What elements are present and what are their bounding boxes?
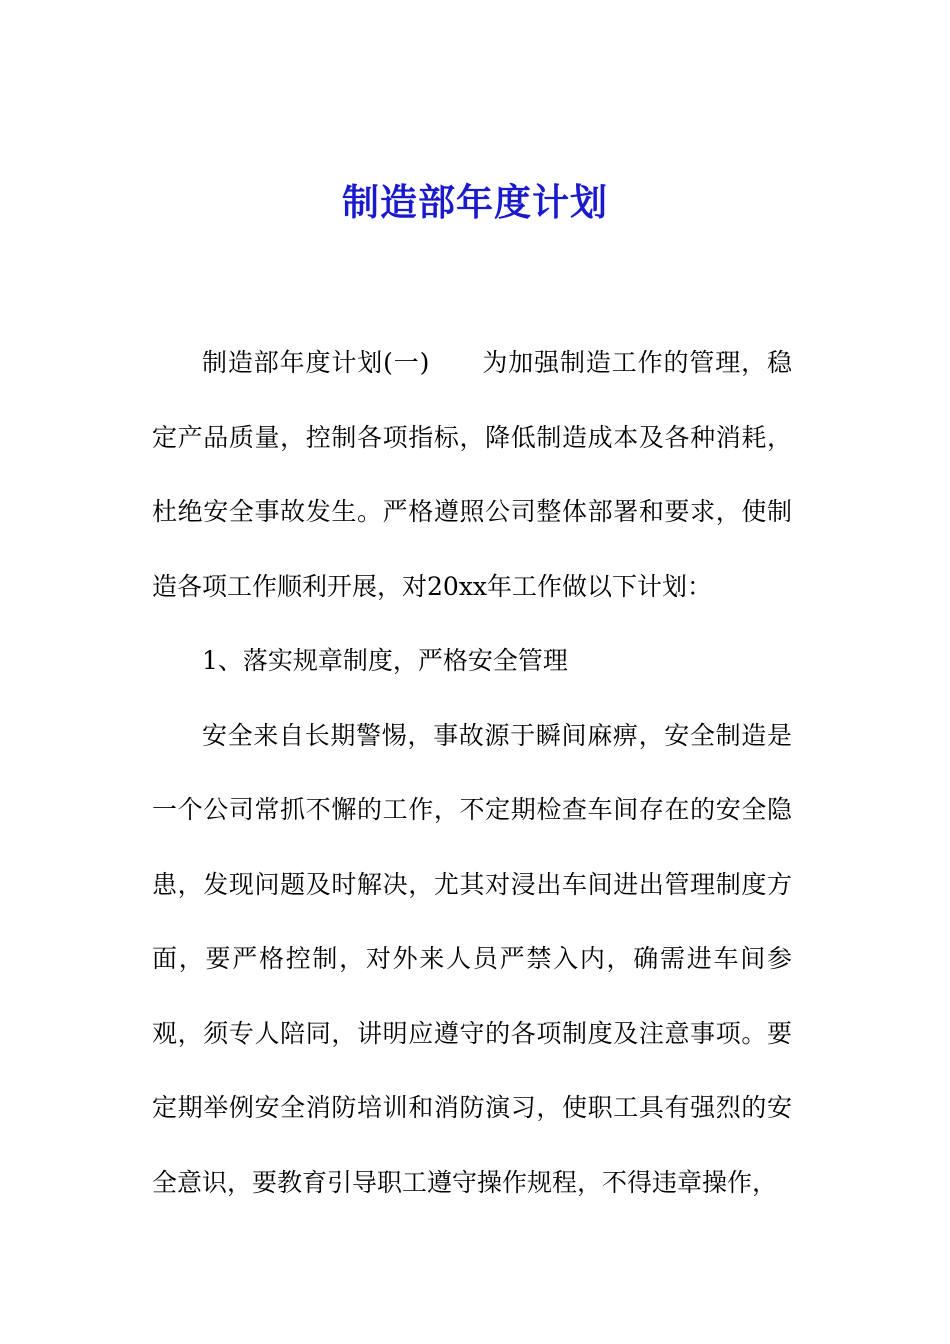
intro-label: 制造部年度计划(一): [202, 348, 430, 377]
intro-paragraph: [152, 326, 792, 624]
section-1-paragraph: 安全来自长期警惕，事故源于瞬间麻痹，安全制造是一个公司常抓不懈的工作，不定期检查车间存在的安全隐患，发现问题及时解决，尤其对浸出车间进出管理制度方面，要严格控制，对外来人员严禁入内，确需进车间参观，须专人陪同，讲明应遵守的各项制度及注意事项。要定期举例安全消防培训和消防演习，使职工具有强烈的安全意识，要教育引导职工遵守操作规程，不得违章操作，: [152, 720, 792, 1197]
document-body: [152, 326, 792, 1220]
document-title: 制造部年度计划: [342, 181, 608, 224]
section-1-heading: 1、落实规章制度，严格安全管理: [202, 646, 568, 675]
intro-text: 为加强制造工作的管理，稳定产品质量，控制各项指标，降低制造成本及各种消耗，杜绝安全事故发生。严格遵照公司整体部署和要求，使制造各项工作顺利开展，对20xx年工作做以下计划：: [152, 348, 792, 601]
